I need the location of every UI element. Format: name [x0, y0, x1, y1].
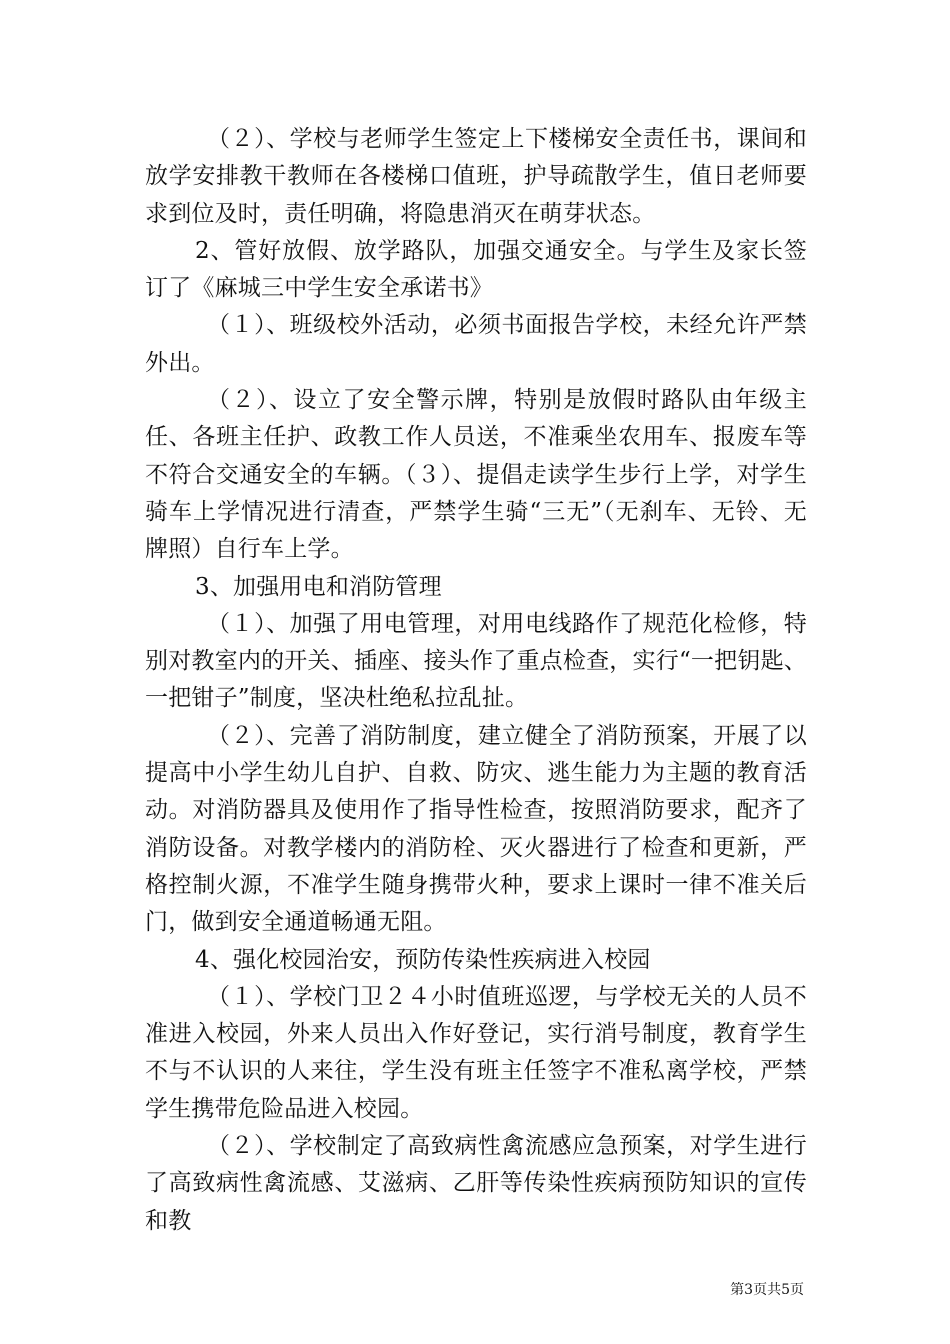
- paragraph-1: （２）、学校与老师学生签定上下楼梯安全责任书，课间和放学安排教干教师在各楼梯口值班，护导疏散学生，值日老师要求到位及时，责任明确，将隐患消灭在萌芽状态。: [145, 126, 807, 227]
- paragraph-4: （２）、设立了安全警示牌，特别是放假时路队由年级主任、各班主任护、政教工作人员送，不准乘坐农用车、报废车等不符合交通安全的车辆。（３）、提倡走读学生步行上学，对学生骑车上学情况进行清查，严禁学生骑“三无”（无刹车、无铃、无牌照）自行车上学。: [145, 387, 807, 563]
- paragraph-10: （２）、学校制定了高致病性禽流感应急预案，对学生进行了高致病性禽流感、艾滋病、乙肝等传染性疾病预防知识的宣传和教: [145, 1133, 807, 1234]
- paragraph-5: 3、加强用电和消防管理: [195, 573, 442, 600]
- page-number-footer: 第3页共5页: [730, 1282, 804, 1298]
- paragraph-6: （１）、加强了用电管理，对用电线路作了规范化检修，特别对教室内的开关、插座、接头作了重点检查，实行“一把钥匙、一把钳子”制度，坚决杜绝私拉乱扯。: [145, 610, 807, 712]
- body-text: [145, 121, 807, 1240]
- paragraph-3: （１）、班级校外活动，必须书面报告学校，未经允许严禁外出。: [145, 312, 807, 376]
- paragraph-7: （２）、完善了消防制度，建立健全了消防预案，开展了以提高中小学生幼儿自护、自救、防灾、逃生能力为主题的教育活动。对消防器具及使用作了指导性检查，按照消防要求，配齐了消防设备。对教学楼内的消防栓、灭火器进行了检查和更新，严格控制火源，不准学生随身携带火种，要求上课时一律不准关后门，做到安全通道畅通无阻。: [145, 722, 807, 936]
- paragraph-2: 2、管好放假、放学路队，加强交通安全。与学生及家长签订了《麻城三中学生安全承诺书》: [145, 237, 807, 302]
- paragraph-9: （１）、学校门卫２４小时值班巡逻，与学校无关的人员不准进入校园，外来人员出入作好登记，实行消号制度，教育学生不与不认识的人来往，学生没有班主任签字不准私离学校，严禁学生携带危险品进入校园。: [145, 983, 807, 1122]
- paragraph-8: 4、强化校园治安，预防传染性疾病进入校园: [195, 946, 651, 973]
